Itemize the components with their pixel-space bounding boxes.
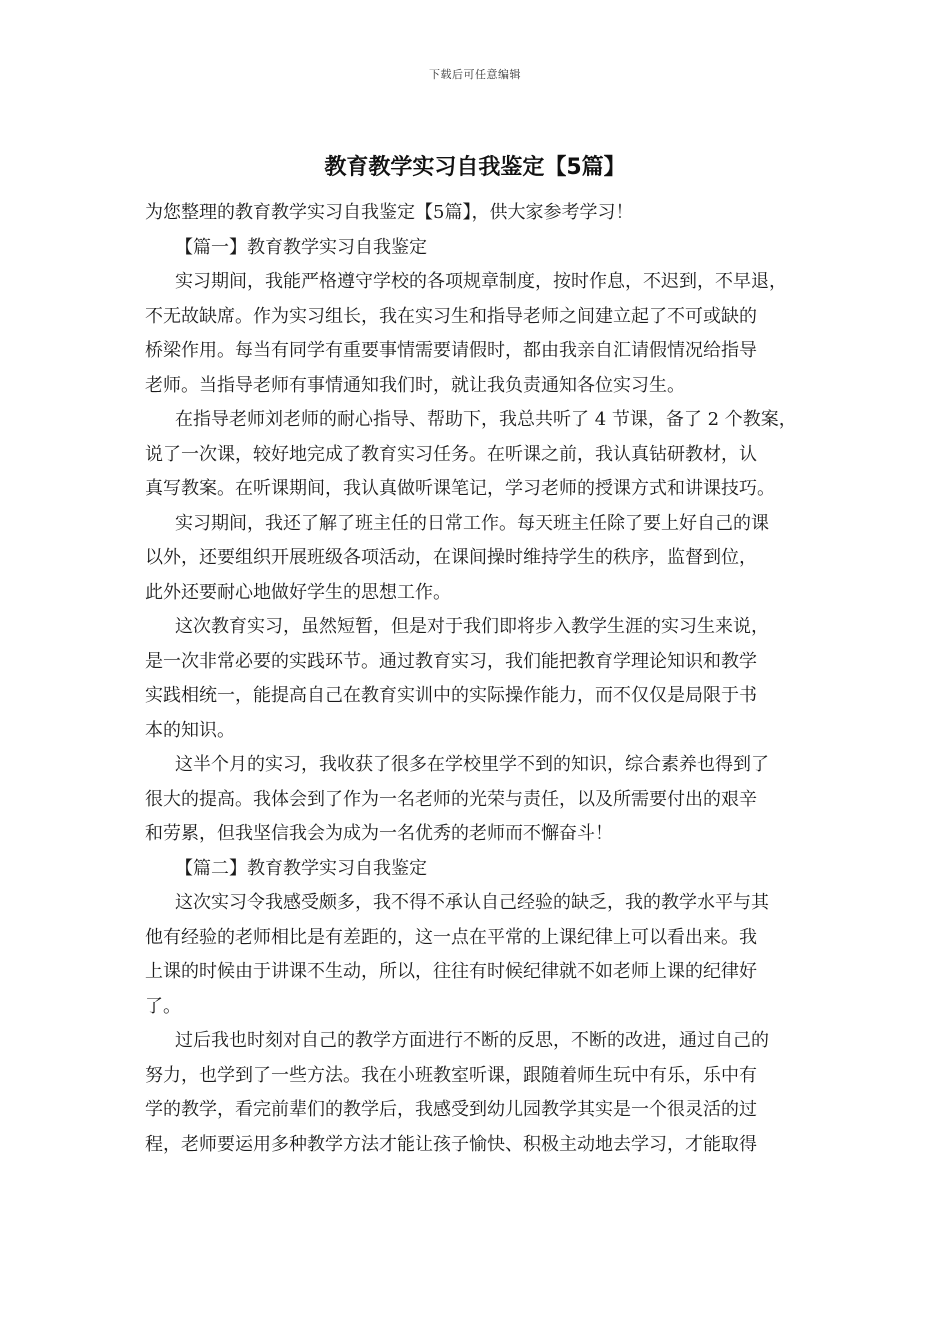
text-line: 这次实习令我感受颇多，我不得不承认自己经验的缺乏，我的教学水平与其 [175, 892, 769, 913]
text-line: 实践相统一，能提高自己在教育实训中的实际操作能力，而不仅仅是局限于书 [145, 685, 757, 706]
text-line: 此外还要耐心地做好学生的思想工作。 [145, 581, 451, 603]
text-line: 是一次非常必要的实践环节。通过教育实习，我们能把教育学理论知识和教学 [145, 650, 757, 672]
text-line: 真写教案。在听课期间，我认真做听课笔记，学习老师的授课方式和讲课技巧。 [145, 478, 775, 499]
document-body [145, 196, 821, 1162]
text-line: 上课的时候由于讲课不生动，所以，往往有时候纪律就不如老师上课的纪律好 [145, 961, 757, 982]
text-line: 在指导老师刘老师的耐心指导、帮助下，我总共听了 4 节课，备了 2 个教案， [175, 409, 797, 430]
text-line: 不无故缺席。作为实习组长，我在实习生和指导老师之间建立起了不可或缺的 [145, 305, 757, 327]
text-line: 【篇二】教育教学实习自我鉴定 [175, 857, 427, 879]
text-line: 学的教学，看完前辈们的教学后，我感受到幼儿园教学其实是一个很灵活的过 [145, 1099, 757, 1120]
text-line: 为您整理的教育教学实习自我鉴定【5篇】，供大家参考学习！ [145, 202, 634, 223]
text-line: 这次教育实习，虽然短暂，但是对于我们即将步入教学生涯的实习生来说， [175, 616, 769, 637]
text-line: 这半个月的实习，我收获了很多在学校里学不到的知识，综合素养也得到了 [175, 754, 769, 775]
text-line: 老师。当指导老师有事情通知我们时，就让我负责通知各位实习生。 [145, 374, 685, 396]
text-line: 过后我也时刻对自己的教学方面进行不断的反思，不断的改进，通过自己的 [175, 1030, 769, 1051]
text-line: 程，老师要运用多种教学方法才能让孩子愉快、积极主动地去学习，才能取得 [145, 1133, 757, 1155]
text-line: 实习期间，我能严格遵守学校的各项规章制度，按时作息，不迟到，不早退， [175, 271, 787, 292]
text-line: 了。 [145, 995, 181, 1017]
text-line: 说了一次课，较好地完成了教育实习任务。在听课之前，我认真钻研教材，认 [145, 443, 757, 465]
document-title: 教育教学实习自我鉴定【5篇】 [324, 155, 626, 180]
text-line: 努力，也学到了一些方法。我在小班教室听课，跟随着师生玩中有乐，乐中有 [145, 1064, 757, 1086]
text-line: 以外，还要组织开展班级各项活动，在课间操时维持学生的秩序，监督到位， [145, 547, 757, 568]
header-note: 下载后可任意编辑 [429, 68, 521, 81]
text-line: 和劳累，但我坚信我会为成为一名优秀的老师而不懈奋斗！ [145, 823, 613, 844]
text-line: 桥梁作用。每当有同学有重要事情需要请假时，都由我亲自汇请假情况给指导 [145, 340, 757, 361]
text-line: 【篇一】教育教学实习自我鉴定 [175, 236, 427, 258]
text-line: 本的知识。 [145, 719, 235, 741]
text-line: 实习期间，我还了解了班主任的日常工作。每天班主任除了要上好自己的课 [175, 512, 769, 534]
text-line: 很大的提高。我体会到了作为一名老师的光荣与责任，以及所需要付出的艰辛 [145, 788, 757, 810]
text-line: 他有经验的老师相比是有差距的，这一点在平常的上课纪律上可以看出来。我 [145, 926, 757, 948]
